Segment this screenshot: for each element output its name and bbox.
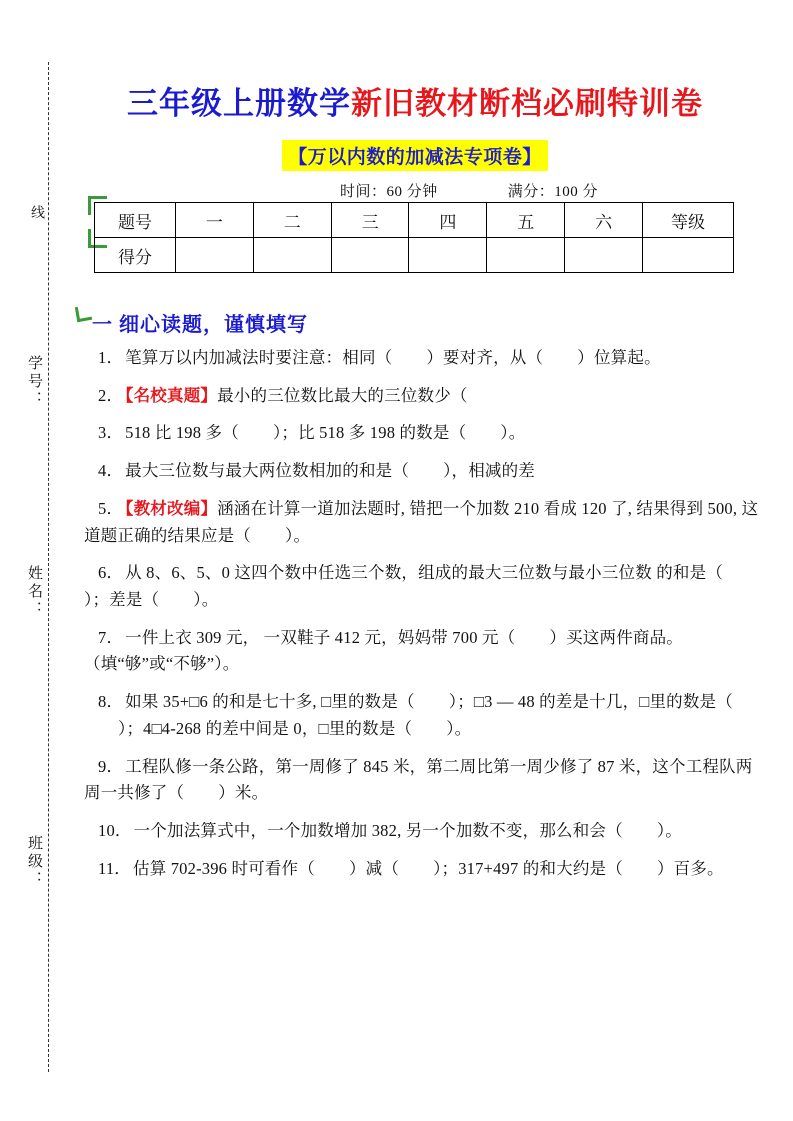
table-row [95,203,734,238]
question-text: ）百多。 [656,858,724,878]
question-text: ）。 [285,525,311,545]
page-title-primary: 三年级上册数学 [127,86,351,121]
score-table-col-5: 六 [565,203,643,238]
table-row [95,238,734,273]
question-number: 9． [98,756,124,776]
score-table-col-1: 二 [253,203,331,238]
question-number: 2． [98,385,124,405]
question-text: 笔算万以内加减法时要注意：相同（ [125,348,393,367]
question-item [84,383,760,410]
question-text: ）；差是（ [84,590,160,610]
score-cell-3[interactable] [409,238,487,273]
question-text: 一件上衣 309 元， 一双鞋子 412 元，妈妈带 700 元（ [125,627,516,647]
question-tag: 【教材改编】 [125,498,218,518]
left-margin-rail [0,0,70,1121]
question-text: ）；317+497 的和大约是（ [433,858,623,878]
page-subtitle-text: 【万以内数的加减法专项卷】 [282,140,548,171]
question-number: 11． [98,858,131,878]
question-item [84,625,760,678]
score-table-col-3: 四 [409,203,487,238]
question-text: ）；4□4-268 的差中间是 0，□里的数是（ [118,718,413,738]
question-text: ），相减的差 [443,461,536,481]
score-cell-0[interactable] [176,238,254,273]
question-item [84,458,760,485]
score-cell-4[interactable] [487,238,565,273]
question-text: 518 比 198 多（ [125,423,239,443]
fold-dashed-line [48,62,49,1072]
question-text: 最大三位数与最大两位数相加的和是（ [125,461,410,481]
rail-label-name: 姓名： [26,565,42,619]
question-text: ）。 [446,718,472,738]
question-number: 3． [98,423,124,443]
question-item [84,856,760,883]
question-item [84,560,760,613]
score-cell-6[interactable] [643,238,734,273]
question-text: ）买这两件商品。（填“够”或“不够”）。 [84,627,683,674]
question-item [84,818,760,845]
exam-time-label: 时间：60 分钟 [340,184,438,200]
page-title-secondary: 新旧教材断档必刷特训卷 [351,86,703,121]
score-table-row-label-0: 题号 [95,203,176,238]
question-text: 如果 35+□6 的和是七十多, □里的数是（ [125,692,415,712]
question-item [84,754,760,807]
question-text: 估算 702-396 时可看作（ [133,858,315,878]
question-tag: 【名校真题】 [125,385,218,405]
score-table [94,202,734,273]
question-text: ）减（ [348,858,400,878]
score-cell-5[interactable] [565,238,643,273]
question-item [84,420,760,447]
exam-score-label: 满分：100 分 [507,184,599,200]
rail-label-student-id: 学号： [26,355,42,409]
question-text: 最小的三位数比最大的三位数少（ [217,385,468,405]
page-subtitle [70,140,760,171]
question-text: 涵涵在计算一道加法题时, 错把一个加数 210 看成 120 了, 结果得到 500, 这道题正确的结果应是（ [84,498,759,545]
green-check-icon [75,305,92,322]
score-table-col-4: 五 [487,203,565,238]
score-cell-2[interactable] [331,238,409,273]
score-table-col-6: 等级 [643,203,734,238]
question-text: ）要对齐，从（ [426,348,544,367]
question-text: ）位算起。 [577,348,661,367]
question-text: ）。 [193,590,219,610]
rail-label-line: 线 [29,205,44,221]
score-cell-1[interactable] [253,238,331,273]
score-table-row-label-1: 得分 [95,238,176,273]
question-number: 6． [98,563,124,583]
question-number: 7． [98,627,124,647]
page-title [70,78,760,123]
question-text: ）。 [500,423,526,443]
score-table-col-0: 一 [176,203,254,238]
question-item [84,345,760,372]
score-table-col-2: 三 [331,203,409,238]
question-text: 从 8、6、5、0 这四个数中任选三个数，组成的最大三位数与最小三位数 的和是（ [125,563,724,583]
question-text: ）。 [656,821,682,841]
question-text: ）；比 518 多 198 的数是（ [272,423,467,443]
question-text: ）；□3 — 48 的差是十几，□里的数是（ [448,692,733,712]
question-text: 一个加法算式中，一个加数增加 382, 另一个加数不变，那么和会（ [133,821,623,841]
rail-label-class: 班级： [26,835,42,889]
question-number: 8． [98,692,124,712]
question-item [84,496,760,549]
question-number: 5． [98,498,124,518]
worksheet-body [70,0,770,1121]
section-heading: 一 细心读题，谨慎填写 [92,314,308,336]
question-item [84,689,760,742]
question-number: 10． [98,821,132,841]
question-text: 工程队修一条公路，第一周修了 845 米，第二周比第一周少修了 87 米，这个工程队两周一共修了（ [84,756,753,803]
question-text: ）米。 [218,783,269,803]
exam-meta [340,180,760,201]
question-number: 1． [98,348,124,367]
question-list [84,345,760,894]
question-number: 4． [98,461,124,481]
